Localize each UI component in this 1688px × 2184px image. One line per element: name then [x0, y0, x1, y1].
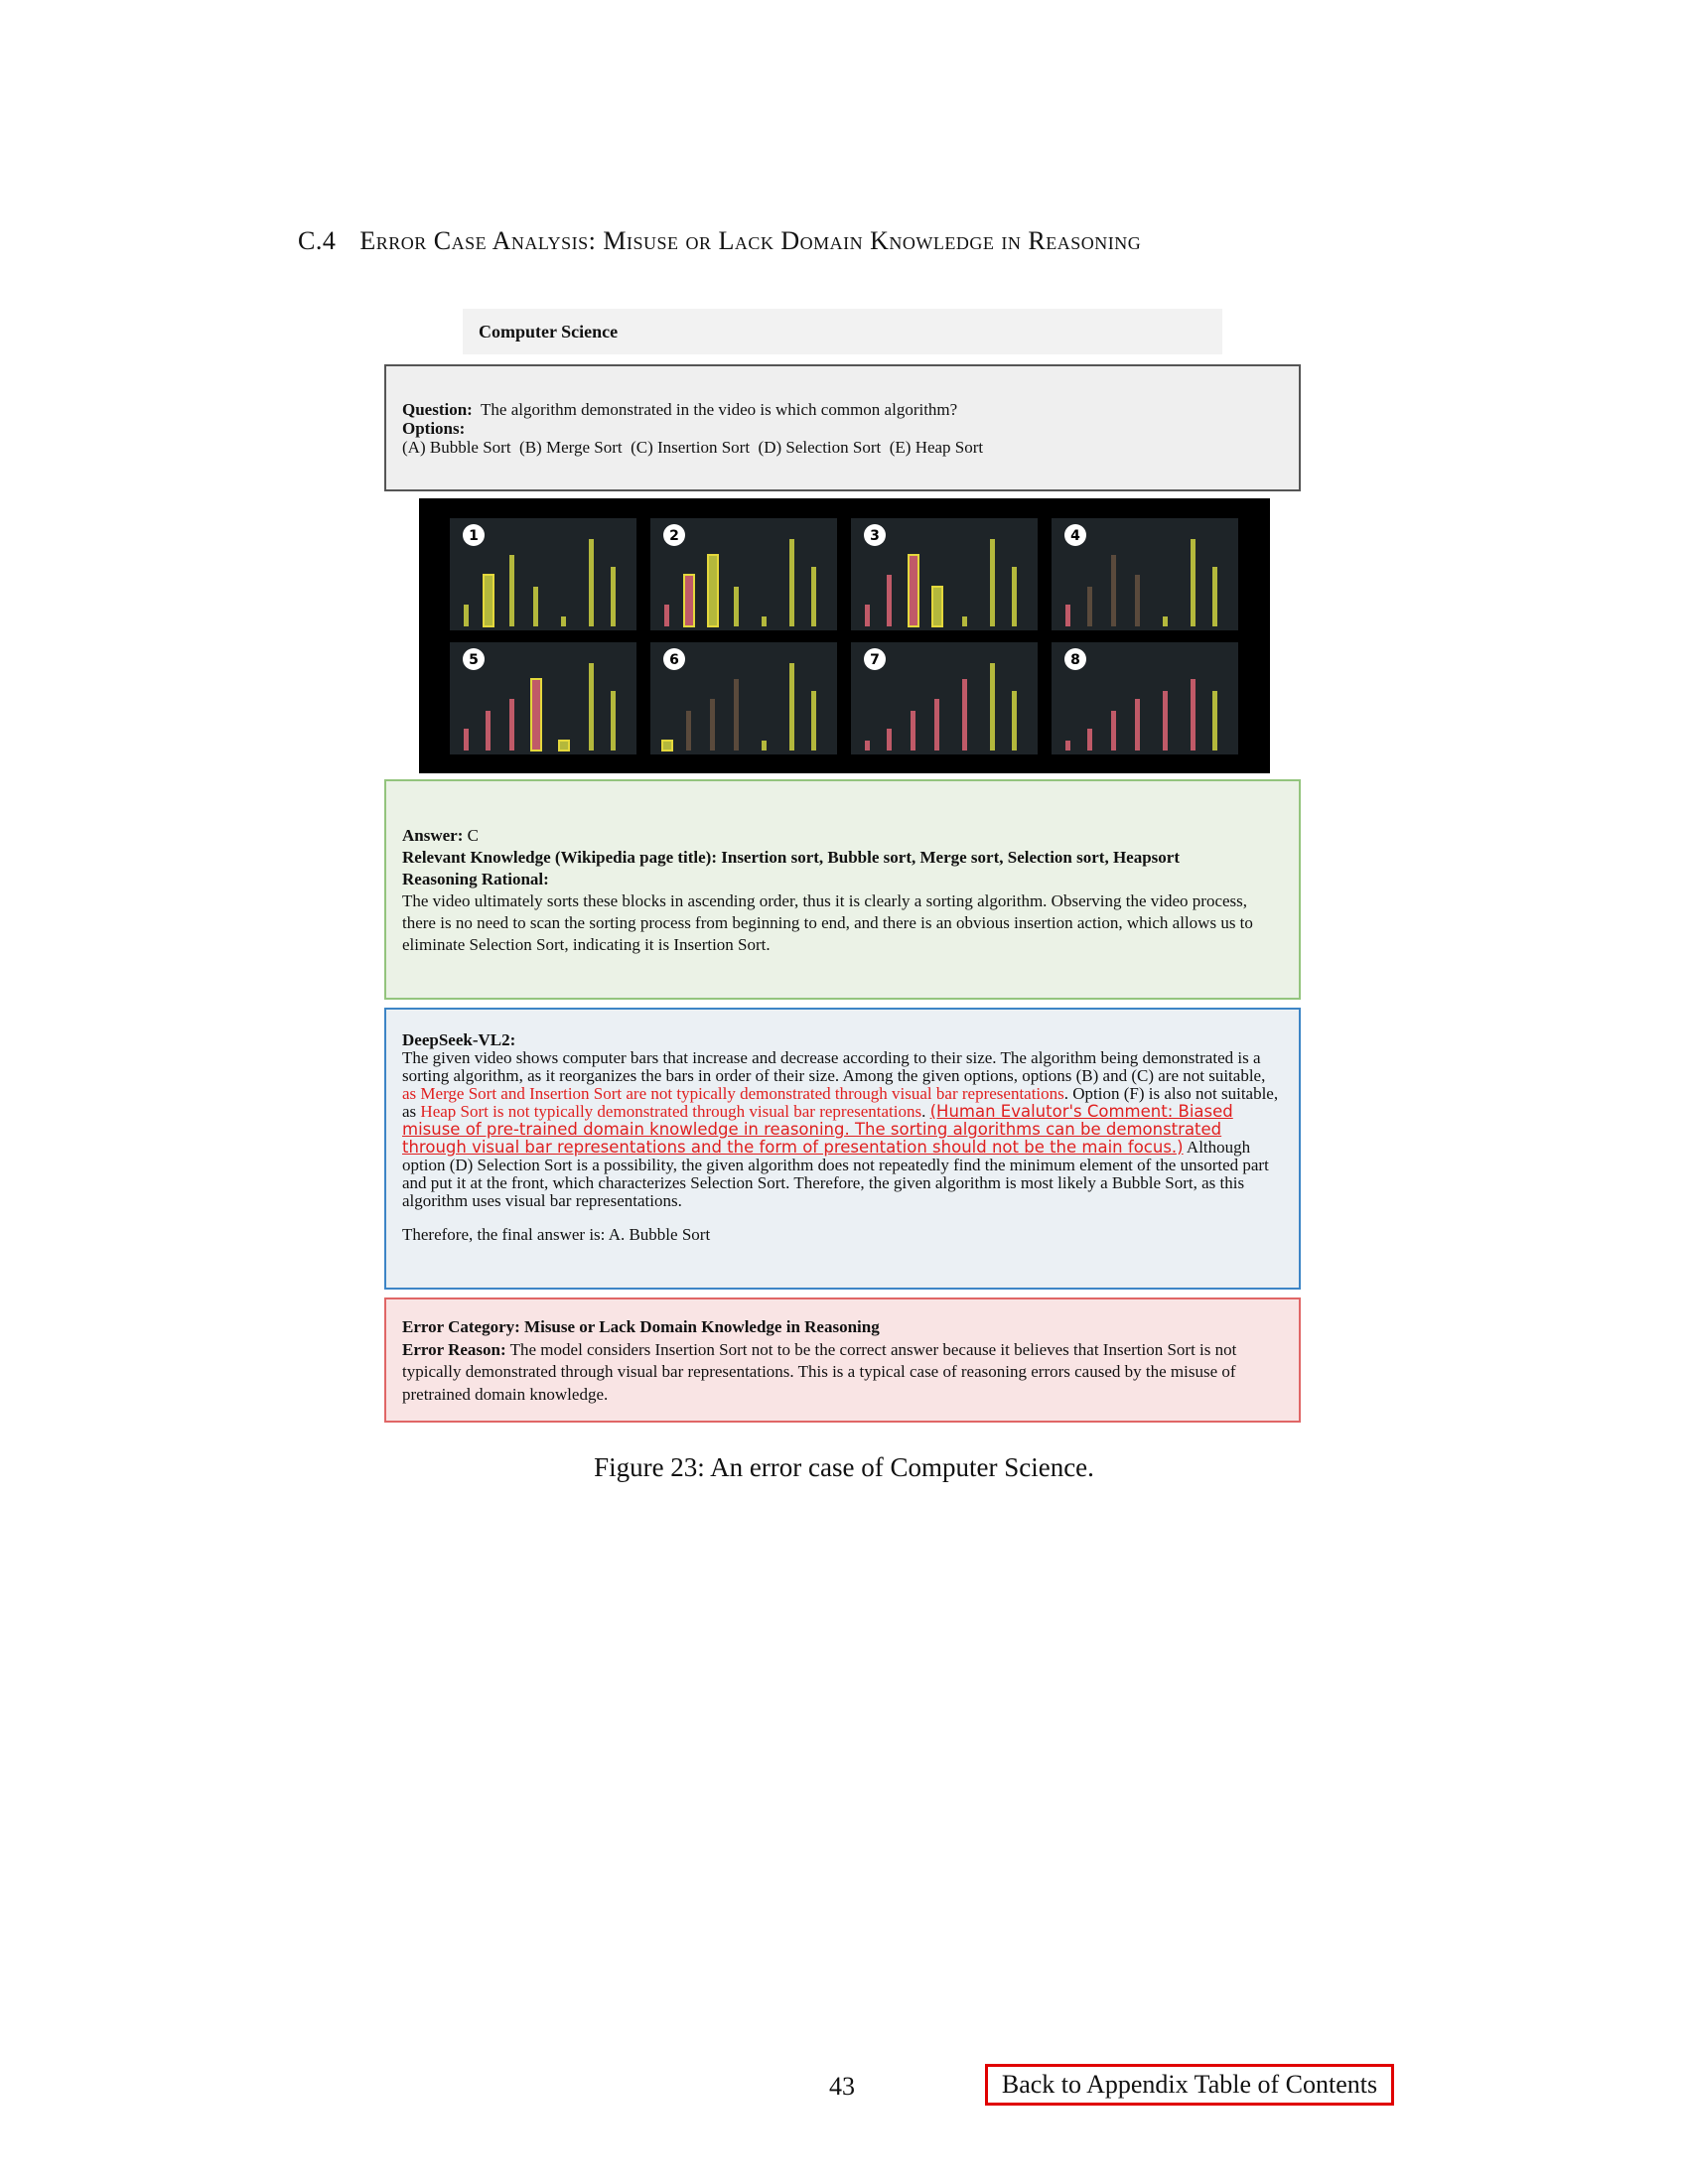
video-frame-6 — [650, 642, 837, 754]
sort-bar — [484, 575, 493, 626]
frame-number: 3 — [870, 528, 880, 544]
sort-bar — [710, 699, 715, 751]
sort-bar — [509, 699, 514, 751]
sort-bar — [1087, 587, 1092, 626]
video-frame-4 — [1052, 518, 1238, 630]
sort-bar — [911, 711, 915, 751]
back-to-toc-link[interactable]: Back to Appendix Table of Contents — [985, 2064, 1394, 2106]
sort-bar — [464, 729, 469, 751]
error-reason-text: The model considers Insertion Sort not to be the correct answer because it believes that Insertion Sort is not typically demonstrated through visual bar representations. This is a typical case of reasoning errors caused by the misuse of pretrained domain knowledge. — [402, 1339, 1237, 1404]
sort-bar — [1065, 605, 1070, 626]
model-response-box — [384, 1008, 1301, 1290]
video-frames-panel — [419, 498, 1270, 773]
sort-bar — [734, 587, 739, 626]
video-frame-5 — [450, 642, 636, 754]
sort-bar — [962, 616, 967, 626]
sort-bar — [509, 555, 514, 626]
sort-bar — [1012, 691, 1017, 751]
frame-number: 1 — [469, 528, 479, 544]
video-frame-1 — [450, 518, 636, 630]
question-box — [384, 364, 1301, 491]
video-frame-3 — [851, 518, 1038, 630]
sort-bar — [561, 616, 566, 626]
sort-bar — [734, 679, 739, 751]
page-number: 43 — [829, 2072, 855, 2101]
sort-bar — [1212, 567, 1217, 626]
sort-bar — [789, 663, 794, 751]
sort-bar — [533, 587, 538, 626]
sort-bar — [589, 539, 594, 626]
sort-bar — [934, 699, 939, 751]
sort-bar — [811, 691, 816, 751]
frame-bars-svg — [450, 518, 636, 630]
response-highlight-2: Heap Sort is not typically demonstrated through visual bar representations — [420, 1102, 922, 1121]
response-text-1: The given video shows computer bars that increase and decrease according to their size. The algorithm being demonstrated is a sorting algorithm, as it reorganizes the bars in order of their size. Among the given options, options (B) and (C) are not suitable, — [402, 1048, 1266, 1085]
final-answer: Therefore, the final answer is: A. Bubble Sort — [402, 1225, 711, 1244]
frame-bars-svg — [851, 642, 1038, 754]
response-text-4: Although option (D) Selection Sort is a possibility, the given algorithm does not repeatedly find the minimum element of the unsorted part and put it at the front, which characterizes Selection Sort. Therefore, the given algorithm is most likely a Bubble Sort, as this algorithm uses visual bar representations. — [402, 1138, 1269, 1210]
frame-bars-svg — [450, 642, 636, 754]
options-label: Options: — [402, 419, 466, 438]
frame-bars-svg — [1052, 642, 1238, 754]
sort-bar — [662, 741, 672, 751]
answer-box — [384, 779, 1301, 1000]
sort-bar — [909, 555, 918, 626]
sort-bar — [811, 567, 816, 626]
question-label: Question: — [402, 400, 473, 419]
sort-bar — [990, 663, 995, 751]
sort-bar — [762, 616, 767, 626]
frame-number: 5 — [469, 652, 479, 668]
sort-bar — [789, 539, 794, 626]
sort-bar — [762, 741, 767, 751]
sort-bar — [486, 711, 491, 751]
section-number: C.4 — [298, 226, 337, 255]
sort-bar — [887, 575, 892, 626]
sort-bar — [990, 539, 995, 626]
section-title: Error Case Analysis: Misuse or Lack Domain Knowledge in Reasoning — [359, 226, 1142, 255]
sort-bar — [589, 663, 594, 751]
sort-bar — [887, 729, 892, 751]
answer-value: C — [467, 826, 479, 845]
frame-number: 8 — [1070, 652, 1080, 668]
frame-bars-svg — [851, 518, 1038, 630]
sort-bar — [865, 605, 870, 626]
sort-bar — [559, 741, 569, 751]
evaluator-comment: (Human Evalutor's Comment: Biased misuse of pre-trained domain knowledge in reasoning. The sorting algorithms can be demonstrated through visual bar representations and the form of presentation should not be the main focus.) — [402, 1102, 1233, 1157]
model-name: DeepSeek-VL2: — [402, 1030, 516, 1049]
sort-bar — [1135, 699, 1140, 751]
sort-bar — [708, 555, 718, 626]
answer-label: Answer: — [402, 826, 464, 845]
error-box — [384, 1297, 1301, 1423]
frame-number: 4 — [1070, 528, 1080, 544]
sort-bar — [686, 711, 691, 751]
error-category: Error Category: Misuse or Lack Domain Knowledge in Reasoning — [402, 1317, 880, 1336]
section-heading — [298, 226, 1141, 256]
subject-label: Computer Science — [463, 309, 1222, 354]
reasoning-rational-text: The video ultimately sorts these blocks in ascending order, thus it is clearly a sorting algorithm. Observing the video process, there is no need to scan the sorting process from beginning to end, and there is an obvious insertion action, which allows us to eliminate Selection Sort, indicating it is Insertion Sort. — [402, 891, 1253, 954]
sort-bar — [1135, 575, 1140, 626]
question-text: The algorithm demonstrated in the video is which common algorithm? — [481, 400, 958, 419]
sort-bar — [531, 679, 541, 751]
sort-bar — [962, 679, 967, 751]
sort-bar — [1111, 555, 1116, 626]
frame-number: 6 — [669, 652, 679, 668]
sort-bar — [611, 691, 616, 751]
sort-bar — [611, 567, 616, 626]
model-response-text — [402, 1049, 1283, 1210]
video-frame-7 — [851, 642, 1038, 754]
video-frame-8 — [1052, 642, 1238, 754]
sort-bar — [865, 741, 870, 751]
reasoning-rational-label: Reasoning Rational: — [402, 870, 549, 888]
sort-bar — [1087, 729, 1092, 751]
sort-bar — [1111, 711, 1116, 751]
video-frame-2 — [650, 518, 837, 630]
frame-bars-svg — [650, 518, 837, 630]
sort-bar — [1163, 691, 1168, 751]
response-text-2: . Option (F) is also not suitable, as — [402, 1084, 1279, 1121]
response-highlight-1: as Merge Sort and Insertion Sort are not typically demonstrated through visual bar representations — [402, 1084, 1064, 1103]
sort-bar — [1163, 616, 1168, 626]
sort-bar — [1191, 539, 1196, 626]
sort-bar — [1012, 567, 1017, 626]
frame-bars-svg — [1052, 518, 1238, 630]
sort-bar — [1065, 741, 1070, 751]
relevant-knowledge: Relevant Knowledge (Wikipedia page title): Insertion sort, Bubble sort, Merge sort, Selection sort, Heapsort — [402, 848, 1181, 867]
frame-number: 7 — [870, 652, 880, 668]
sort-bar — [684, 575, 694, 626]
frame-number: 2 — [669, 528, 679, 544]
sort-bar — [1191, 679, 1196, 751]
sort-bar — [1212, 691, 1217, 751]
frame-bars-svg — [650, 642, 837, 754]
sort-bar — [932, 587, 942, 626]
error-reason-label: Error Reason: — [402, 1339, 506, 1359]
sort-bar — [464, 605, 469, 626]
response-text-3: . — [921, 1102, 930, 1121]
figure-caption: Figure 23: An error case of Computer Science. — [594, 1452, 1094, 1482]
sort-bar — [664, 605, 669, 626]
options-list: (A) Bubble Sort (B) Merge Sort (C) Insertion Sort (D) Selection Sort (E) Heap Sort — [402, 438, 984, 457]
